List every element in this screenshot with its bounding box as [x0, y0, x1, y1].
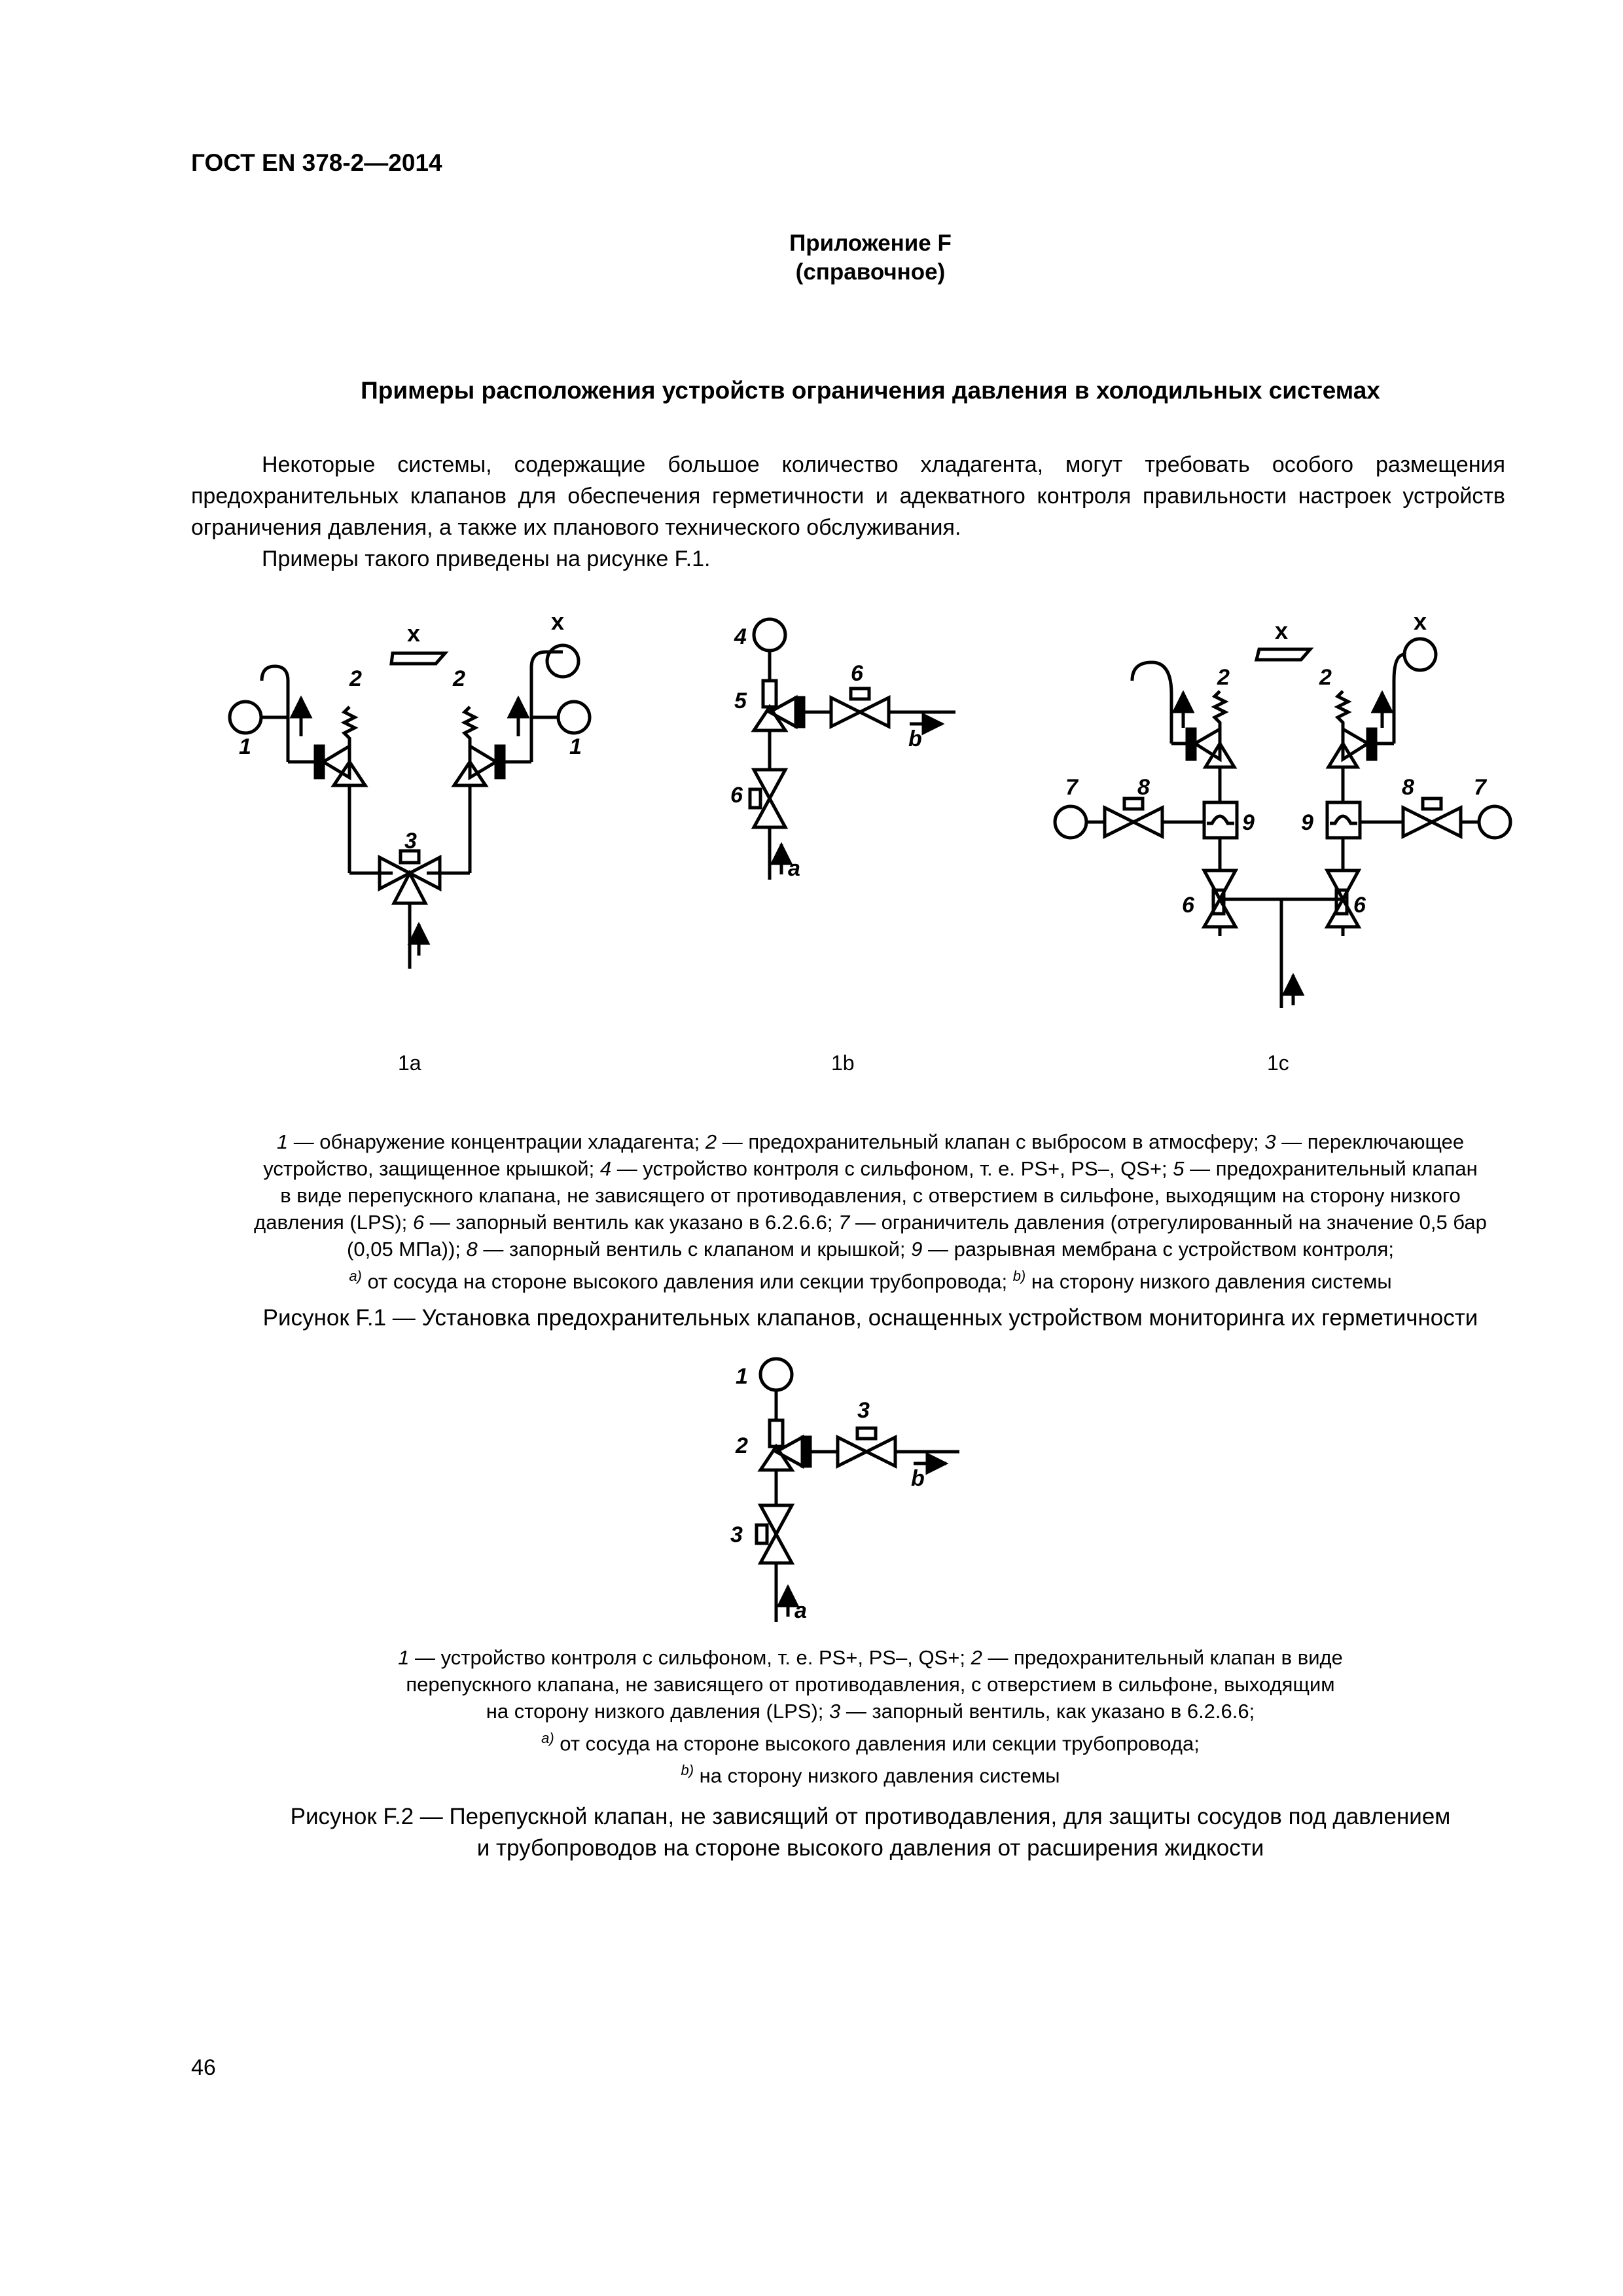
label-6-1c-right: 6	[1353, 893, 1366, 918]
label-6-1b-top: 6	[851, 661, 863, 686]
label-2-1c-right: 2	[1319, 665, 1332, 690]
f2-label-3: 3	[730, 1522, 743, 1547]
figure-label-1c: 1c	[1267, 1051, 1289, 1075]
label-2-left: 2	[349, 666, 362, 691]
caption-line: перепускного клапана, не зависящего от противодавления, с отверстием в сильфоне, выходящим	[406, 1673, 1335, 1696]
f2-label-b: b	[911, 1466, 925, 1491]
intro-paragraph-2: Примеры такого приведены на рисунке F.1.	[262, 547, 711, 571]
label-8-right: 8	[1402, 775, 1414, 800]
caption-line: 1 — обнаружение концентрации хладагента; 2 — предохранительный клапан с выбросом в атмосферу; 3 — переключающее	[276, 1130, 1465, 1153]
label-1-left: 1	[239, 734, 251, 759]
f2-label-3-top: 3	[857, 1398, 870, 1423]
annex-type: (справочное)	[795, 259, 946, 285]
figure-f2-caption	[223, 1644, 1518, 1789]
caption-line: $^{a)}$ от сосуда на стороне высокого давления или секции трубопровода;	[541, 1730, 1200, 1755]
caption-line: устройство, защищенное крышкой; 4 — устройство контроля с сильфоном, т. е. PS+, PS–, QS+; 5 — предохранительный клапан	[263, 1157, 1478, 1180]
section-heading: Примеры расположения устройств ограничения давления в холодильных системах	[361, 377, 1380, 404]
label-9-left: 9	[1242, 810, 1255, 835]
caption-line: $^{a)}$ от сосуда на стороне высокого давления или секции трубопровода; $^{b)}$ на сторону низкого давления системы	[349, 1268, 1392, 1293]
label-7-right: 7	[1474, 775, 1486, 800]
label-8-left: 8	[1137, 775, 1150, 800]
figure-label-1a: 1a	[398, 1051, 421, 1075]
caption-line: (0,05 МПа)); 8 — запорный вентиль с клапаном и крышкой; 9 — разрывная мембрана с устройством контроля;	[347, 1238, 1394, 1261]
label-9-right: 9	[1301, 810, 1313, 835]
figure-f1-title: Рисунок F.1 — Установка предохранительных клапанов, оснащенных устройством мониторинга их герметичности	[262, 1305, 1478, 1331]
label-a-1b: a	[788, 856, 800, 881]
figure-f2-title-line1: Рисунок F.2 — Перепускной клапан, не зависящий от противодавления, для защиты сосудов под давлением	[290, 1804, 1451, 1829]
label-4: 4	[734, 624, 747, 649]
label-6-1c-left: 6	[1182, 893, 1194, 918]
figure-f2-title	[0, 1801, 1623, 1864]
figure-label-1b: 1b	[831, 1051, 855, 1075]
label-x-1a-right: x	[551, 608, 565, 635]
document-code: ГОСТ EN 378-2—2014	[191, 149, 442, 176]
label-3: 3	[404, 829, 417, 853]
caption-line: на сторону низкого давления (LPS); 3 — запорный вентиль, как указано в 6.2.6.6;	[486, 1700, 1255, 1723]
page-number: 46	[191, 2055, 216, 2080]
caption-line: $^{b)}$ на сторону низкого давления системы	[681, 1762, 1060, 1787]
intro-paragraph: Некоторые системы, содержащие большое количество хладагента, могут требовать особого размещения предохранительных клапанов для обеспечения герметичности и адекватного контроля правильности настроек устройств ограничения давления, а также их планового технического обслуживания.	[191, 452, 1505, 540]
f2-label-2: 2	[736, 1433, 748, 1458]
label-b-1b: b	[908, 726, 922, 751]
label-2-right: 2	[453, 666, 465, 691]
label-x-1c-right: x	[1414, 608, 1427, 635]
annex-line: Приложение F	[789, 230, 952, 256]
caption-line: 1 — устройство контроля с сильфоном, т. е. PS+, PS–, QS+; 2 — предохранительный клапан в виде	[398, 1646, 1343, 1669]
figure-f2-title-line2: и трубопроводов на стороне высокого давления от расширения жидкости	[476, 1835, 1264, 1861]
caption-line: в виде перепускного клапана, не зависящего от противодавления, с отверстием в сильфоне, выходящим на сторону низкого	[280, 1184, 1461, 1207]
label-7-left: 7	[1065, 775, 1078, 800]
label-x-1a-left: x	[407, 620, 421, 647]
caption-line: давления (LPS); 6 — запорный вентиль как указано в 6.2.6.6; 7 — ограничитель давления (отрегулированный на значение 0,5 бар	[254, 1211, 1487, 1234]
label-2-1c-left: 2	[1217, 665, 1230, 690]
f2-label-1: 1	[736, 1364, 748, 1389]
f2-label-a: a	[794, 1598, 807, 1623]
label-x-1c-left: x	[1275, 617, 1289, 644]
label-1-right: 1	[569, 734, 582, 759]
label-5: 5	[734, 689, 747, 713]
label-6-1b: 6	[730, 783, 743, 808]
